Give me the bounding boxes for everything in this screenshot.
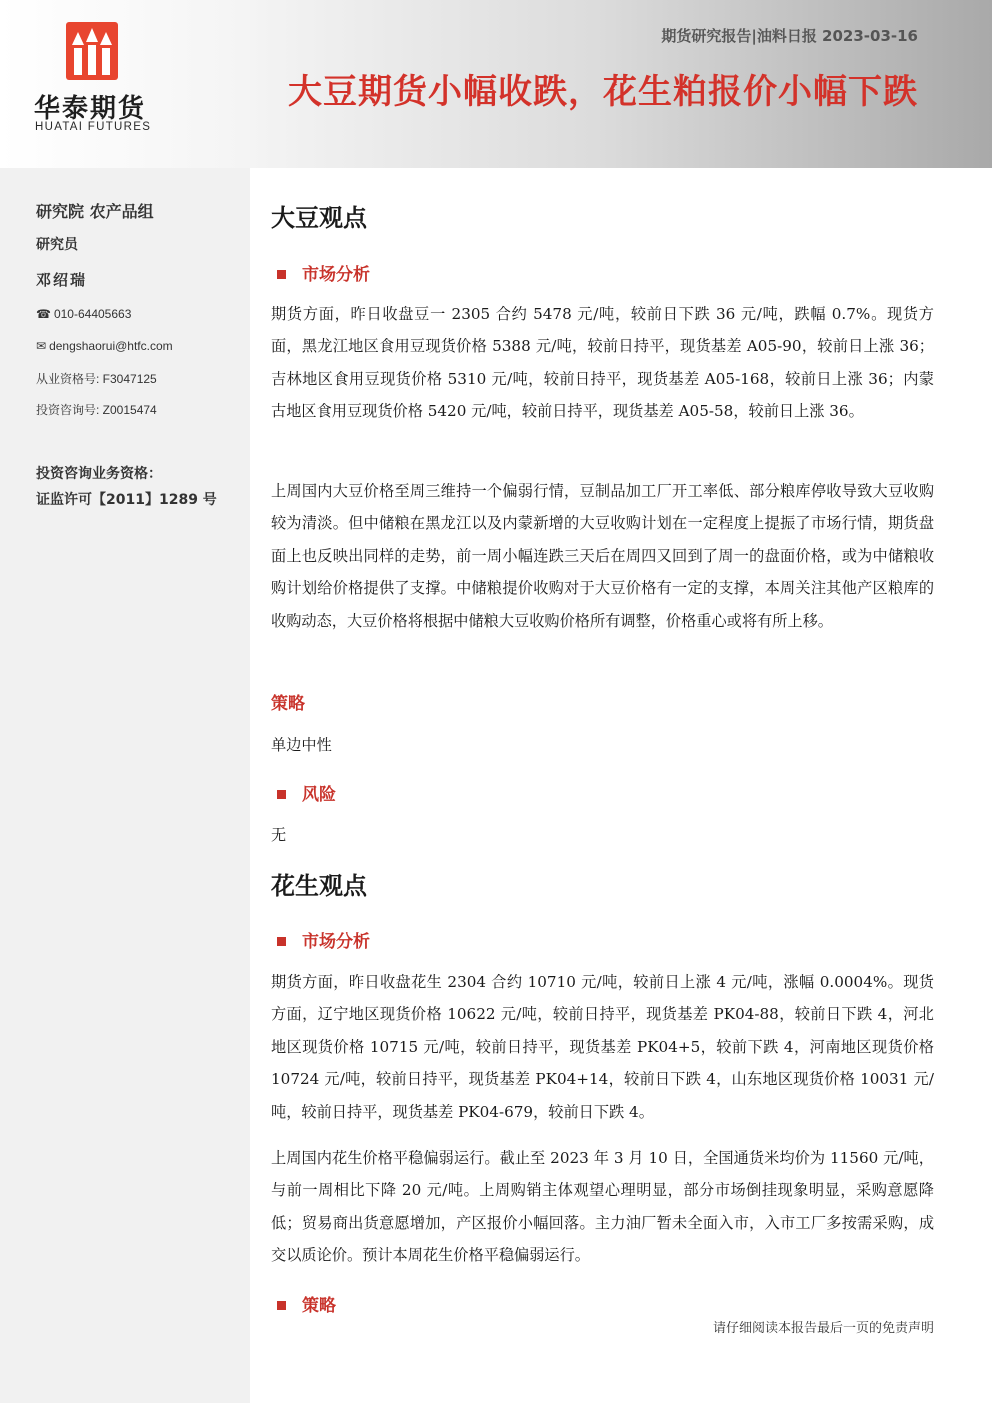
qualification-value: 证监许可【2011】1289 号 — [36, 492, 217, 508]
logo-chinese-name: 华泰期货 — [34, 94, 147, 124]
soy-market-heading — [271, 260, 370, 285]
qualification-label: 投资咨询业务资格： — [36, 466, 162, 482]
author-role: 研究员 — [36, 237, 78, 253]
consulting-cert-number: 投资咨询号: Z0015474 — [36, 403, 157, 417]
bullet-square-icon — [277, 1301, 286, 1310]
author-name: 邓绍瑞 — [36, 271, 88, 289]
email-address[interactable]: dengshaorui@htfc.com — [49, 339, 173, 353]
report-meta: 期货研究报告|油料日报 2023-03-16 — [661, 27, 918, 45]
peanut-strategy-heading-label: 策略 — [302, 1296, 336, 1316]
soy-risk-text: 无 — [271, 826, 287, 844]
business-qualification — [36, 461, 217, 513]
huatai-logo-icon — [66, 22, 118, 80]
department: 研究院 农产品组 — [36, 202, 154, 221]
soy-strategy-heading: 策略 — [271, 694, 305, 714]
bullet-square-icon — [277, 270, 286, 279]
practice-cert-number: 从业资格号: F3047125 — [36, 372, 157, 386]
soy-risk-heading — [271, 780, 336, 805]
peanut-market-paragraph-1: 期货方面，昨日收盘花生 2304 合约 10710 元/吨，较前日上涨 4 元/吨，涨幅 0.0004%。现货方面，辽宁地区现货价格 10622 元/吨，较前日持平，现货基差 PK04-88，较前日下跌 4，河北地区现货价格 10715 元/吨，较前日持平，现货基差 PK04+5，较前下跌 4，河南地区现货价格 10724 元/吨，较前日持平，现货基差 PK04+14，较前日下跌 4，山东地区现货价格 10031 元/吨，较前日持平，现货基差 PK04-679，较前日下跌 4。 — [271, 973, 934, 1121]
soy-section-title: 大豆观点 — [271, 204, 367, 232]
peanut-market-heading — [271, 927, 370, 952]
soy-risk-heading-label: 风险 — [302, 785, 336, 805]
phone-number: 010-64405663 — [53, 307, 132, 321]
soy-market-heading-label: 市场分析 — [302, 265, 370, 285]
phone-icon: ☎ — [36, 307, 51, 321]
soy-market-paragraph-1: 期货方面，昨日收盘豆一 2305 合约 5478 元/吨，较前日下跌 36 元/吨，跌幅 0.7%。现货方面，黑龙江地区食用豆现货价格 5388 元/吨，较前日持平，现货基差 A05-90，较前日上涨 36；吉林地区食用豆现货价格 5310 元/吨，较前日持平，现货基差 A05-168，较前日上涨 36；内蒙古地区食用豆现货价格 5420 元/吨，较前日持平，现货基差 A05-58，较前日上涨 36。 — [271, 305, 934, 421]
soy-market-paragraph-2: 上周国内大豆价格至周三维持一个偏弱行情，豆制品加工厂开工率低、部分粮库停收导致大豆收购较为清淡。但中储粮在黑龙江以及内蒙新增的大豆收购计划在一定程度上提振了市场行情，期货盘面上也反映出同样的走势，前一周小幅连跌三天后在周四又回到了周一的盘面价格，或为中储粮收购计划给价格提供了支撑。中储粮提价收购对于大豆价格有一定的支撑，本周关注其他产区粮库的收购动态，大豆价格将根据中储粮大豆收购价格所有调整，价格重心或将有所上移。 — [271, 482, 934, 630]
peanut-strategy-heading — [271, 1291, 336, 1316]
report-title: 大豆期货小幅收跌，花生粕报价小幅下跌 — [288, 72, 918, 112]
author-sidebar — [0, 168, 250, 1403]
peanut-section-title: 花生观点 — [271, 872, 367, 900]
logo-english-name: HUATAI FUTURES — [35, 121, 152, 133]
bullet-square-icon — [277, 790, 286, 799]
disclaimer-note: 请仔细阅读本报告最后一页的免责声明 — [712, 1321, 934, 1336]
report-header — [0, 0, 992, 168]
author-phone — [36, 307, 131, 321]
soy-strategy-text: 单边中性 — [271, 736, 332, 754]
author-email[interactable] — [36, 339, 173, 353]
peanut-market-heading-label: 市场分析 — [302, 932, 370, 952]
envelope-icon: ✉ — [36, 339, 47, 353]
bullet-square-icon — [277, 937, 286, 946]
peanut-market-paragraph-2: 上周国内花生价格平稳偏弱运行。截止至 2023 年 3 月 10 日，全国通货米均价为 11560 元/吨，与前一周相比下降 20 元/吨。上周购销主体观望心理明显，部分市场倒挂现象明显，采购意愿降低；贸易商出货意愿增加，产区报价小幅回落。主力油厂暂未全面入市，入市工厂多按需采购，成交以质论价。预计本周花生价格平稳偏弱运行。 — [271, 1149, 934, 1265]
